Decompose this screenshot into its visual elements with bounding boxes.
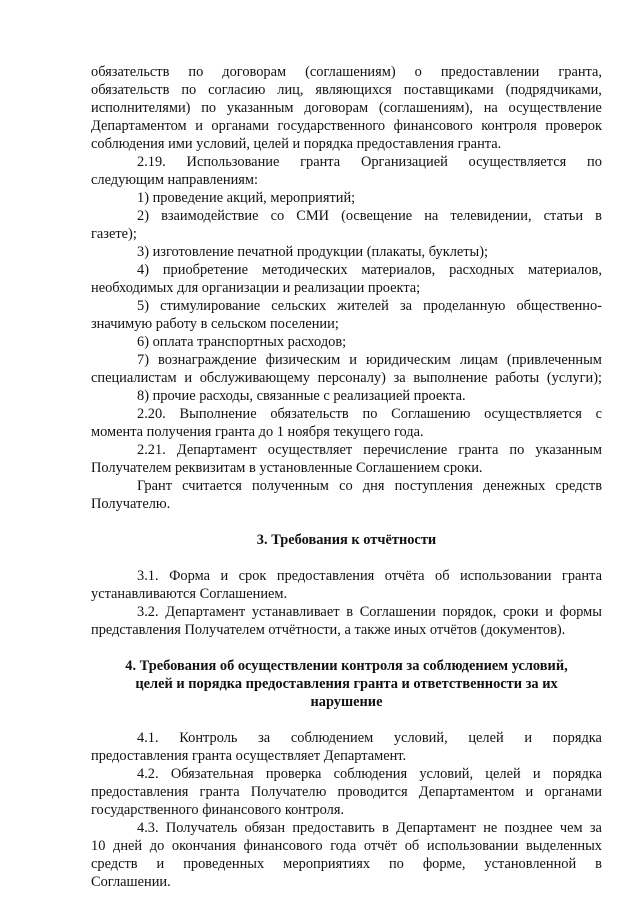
word: органами (544, 784, 602, 800)
word: сроки (503, 604, 539, 620)
word: в (346, 604, 353, 620)
word: и (349, 352, 357, 368)
word: Грант (137, 478, 172, 494)
word: считается (182, 478, 242, 494)
list-item-8: 8) прочие расходы, связанные с реализацией проекта. (137, 388, 466, 404)
word: 10 (91, 838, 106, 854)
paragraph-2-20 (137, 405, 602, 423)
word: по (388, 856, 404, 872)
word: СМИ (296, 208, 330, 224)
word: обслуживающему (199, 370, 310, 386)
word: перечисление (363, 442, 448, 458)
text-line: представления Получателем отчётности, а также иных отчётов (документов). (91, 622, 566, 638)
list-item-1: 1) проведение акций, мероприятий; (137, 190, 356, 206)
paragraph-3-1 (137, 567, 602, 585)
word: 2.21. (137, 442, 166, 458)
word: на (483, 100, 498, 116)
word: осуществляется (484, 406, 582, 422)
word: (привлеченным (506, 352, 602, 368)
word: до (149, 838, 165, 854)
word: поставщиками (403, 82, 494, 98)
word: осуществляется (468, 154, 567, 170)
text-line: предоставления гранта осуществляет Департамент. (91, 748, 407, 764)
word: статьи (543, 208, 584, 224)
text-line (91, 99, 602, 117)
word: срок (238, 568, 267, 584)
paragraph-2-21 (137, 441, 602, 459)
word: и (524, 730, 533, 746)
word: 7) (137, 352, 149, 368)
word: сельских (271, 298, 327, 314)
text-line: Соглашении. (91, 874, 171, 890)
text-line (91, 783, 602, 801)
word: 4.3. (137, 820, 159, 836)
text-line: устанавливаются Соглашением. (91, 586, 288, 602)
word: работы (495, 370, 540, 386)
word: отчёта (384, 568, 425, 584)
text-line (91, 369, 602, 387)
word: 4.2. (137, 766, 159, 782)
word: за (393, 370, 406, 386)
word: договорам (222, 64, 287, 80)
word: гранта (199, 784, 240, 800)
text-line: необходимых для организации и реализации проекта; (91, 280, 421, 296)
text-line: Получателю. (91, 496, 171, 512)
word: юридическим (365, 352, 451, 368)
text-line (91, 117, 602, 135)
word: не (483, 820, 498, 836)
word: использовании (460, 568, 552, 584)
word: по (188, 64, 204, 80)
text-line: момента получения гранта до 1 ноября текущего года. (91, 424, 424, 440)
word: финансового (393, 118, 473, 134)
word: осуществляет (267, 442, 353, 458)
word: договорам (304, 100, 369, 116)
word: стимулирование (160, 298, 261, 314)
word: на (424, 208, 439, 224)
word: государственного (277, 118, 386, 134)
word: 2.20. (137, 406, 166, 422)
section-4-heading: целей и порядка предоставления гранта и ответственности за их (135, 676, 558, 692)
word: 2.19. (137, 154, 166, 170)
word: поступления (394, 478, 473, 494)
word: окончания (171, 838, 236, 854)
word: (освещение (341, 208, 413, 224)
word: порядка (552, 730, 602, 746)
word: вознаграждение (158, 352, 257, 368)
word: лицам (459, 352, 498, 368)
section-3-heading: 3. Требования к отчётности (256, 532, 437, 548)
word: контроля (481, 118, 537, 134)
word: и (184, 370, 193, 386)
word: соблюдения (333, 766, 408, 782)
word: Департаментом (418, 784, 515, 800)
word: общественно- (516, 298, 602, 314)
word: в (595, 856, 602, 872)
word: обязательств (270, 406, 349, 422)
paragraph-4-3 (137, 819, 602, 837)
word: порядок, (442, 604, 497, 620)
word: Соглашению (391, 406, 471, 422)
word: и (195, 118, 203, 134)
word: со (270, 208, 285, 224)
text-line (91, 855, 602, 873)
word: года (330, 838, 357, 854)
word: предоставлении (440, 64, 540, 80)
word: в (595, 208, 602, 224)
word: Департаментом (91, 118, 187, 134)
list-item-4 (137, 261, 602, 279)
word: согласию (208, 82, 266, 98)
word: (подрядчиками, (505, 82, 602, 98)
paragraph-2-19 (137, 153, 602, 171)
text-line (91, 63, 602, 81)
section-4-heading: нарушение (310, 694, 383, 710)
word: 4.1. (137, 730, 159, 746)
word: Департамент (165, 604, 246, 620)
word: (соглашениям), (378, 100, 473, 116)
word: жителей (337, 298, 389, 314)
text-line (91, 837, 602, 855)
word: в (382, 820, 389, 836)
word: выполнение (413, 370, 488, 386)
text-line: газете); (91, 226, 137, 242)
word: указанным (226, 100, 294, 116)
word: гранта (300, 154, 341, 170)
word: предоставить (292, 820, 375, 836)
word: по (587, 154, 602, 170)
word: Использование (186, 154, 280, 170)
word: расходных (449, 262, 515, 278)
word: проверок (545, 118, 602, 134)
word: проведенных (183, 856, 265, 872)
word: 2) (137, 208, 149, 224)
word: с (595, 406, 602, 422)
word: физическим (265, 352, 341, 368)
word: форме, (422, 856, 466, 872)
word: и (532, 766, 541, 782)
word: проделанную (423, 298, 506, 314)
word: о (414, 64, 422, 80)
word: проверка (265, 766, 322, 782)
word: Получатель (165, 820, 238, 836)
word: и (220, 568, 229, 584)
word: предоставления (276, 568, 375, 584)
word: за (399, 298, 413, 314)
section-4-heading: 4. Требования об осуществлении контроля за соблюдением условий, (125, 658, 568, 674)
word: 3.2. (137, 604, 159, 620)
text-line: Получателем реквизитам в установленные Соглашением сроки. (91, 460, 483, 476)
paragraph-4-2 (137, 765, 602, 783)
word: средств (555, 478, 602, 494)
word: средств (91, 856, 138, 872)
list-item-6: 6) оплата транспортных расходов; (137, 334, 347, 350)
word: и (545, 604, 553, 620)
word: со (339, 478, 353, 494)
word: и (525, 784, 534, 800)
word: отчёт (363, 838, 398, 854)
word: гранта (458, 442, 499, 458)
word: материалов, (528, 262, 602, 278)
word: условий, (393, 730, 448, 746)
word: специалистам (91, 370, 177, 386)
word: Департамент (396, 820, 476, 836)
word: выделенных (525, 838, 602, 854)
word: исполнителями) (91, 100, 191, 116)
word: 5) (137, 298, 149, 314)
word: обязательств (91, 82, 170, 98)
word: Форма (169, 568, 210, 584)
word: об (435, 568, 450, 584)
word: мероприятиях (283, 856, 371, 872)
paragraph-4-1 (137, 729, 602, 747)
word: 3.1. (137, 568, 159, 584)
word: об (404, 838, 420, 854)
word: дней (113, 838, 143, 854)
word: лиц, (277, 82, 304, 98)
word: являющихся (315, 82, 392, 98)
word: и (156, 856, 165, 872)
word: за (258, 730, 271, 746)
text-line: значимую работу в сельском поселении; (91, 316, 339, 332)
list-item-3: 3) изготовление печатной продукции (плакаты, буклеты); (137, 244, 489, 260)
word: приобретение (162, 262, 249, 278)
word: за (589, 820, 602, 836)
word: по (362, 406, 378, 422)
paragraph-3-2 (137, 603, 602, 621)
list-item-7 (137, 351, 602, 369)
word: целей (468, 730, 504, 746)
word: чем (559, 820, 583, 836)
word: Выполнение (179, 406, 257, 422)
word: указанным (535, 442, 602, 458)
word: материалов, (361, 262, 436, 278)
word: предоставления (91, 784, 189, 800)
word: целей (485, 766, 521, 782)
word: проводится (337, 784, 408, 800)
word: по (509, 442, 525, 458)
word: порядка (552, 766, 602, 782)
word: позднее (504, 820, 553, 836)
word: (услуги); (546, 370, 602, 386)
word: обязан (244, 820, 286, 836)
word: органами (211, 118, 269, 134)
word: формы (559, 604, 602, 620)
word: Департамент (176, 442, 257, 458)
word: Соглашении (359, 604, 436, 620)
word: телевидении, (450, 208, 532, 224)
word: Обязательная (170, 766, 254, 782)
word: денежных (482, 478, 546, 494)
word: гранта (561, 568, 602, 584)
word: устанавливает (251, 604, 340, 620)
list-item-2 (137, 207, 602, 225)
word: дня (362, 478, 385, 494)
word: Контроль (179, 730, 238, 746)
word: 4) (137, 262, 149, 278)
text-line: государственного финансового контроля. (91, 802, 345, 818)
word: по (181, 82, 197, 98)
word: по (201, 100, 217, 116)
word: полученным (252, 478, 329, 494)
word: использовании (426, 838, 519, 854)
text-line: следующим направлениям: (91, 172, 259, 188)
word: осуществление (508, 100, 602, 116)
word: Организацией (360, 154, 448, 170)
word: Получателю (250, 784, 327, 800)
word: обязательств (91, 64, 170, 80)
paragraph-grant-received (137, 477, 602, 495)
word: персоналу) (317, 370, 386, 386)
text-line (91, 81, 602, 99)
list-item-5 (137, 297, 602, 315)
text-line: соблюдения ими условий, целей и порядка предоставления гранта. (91, 136, 502, 152)
word: соблюдением (290, 730, 374, 746)
word: гранта, (558, 64, 602, 80)
word: методических (261, 262, 348, 278)
word: установленной (484, 856, 577, 872)
word: (соглашениям) (305, 64, 396, 80)
word: взаимодействие (161, 208, 259, 224)
word: финансового (243, 838, 323, 854)
word: условий, (419, 766, 474, 782)
